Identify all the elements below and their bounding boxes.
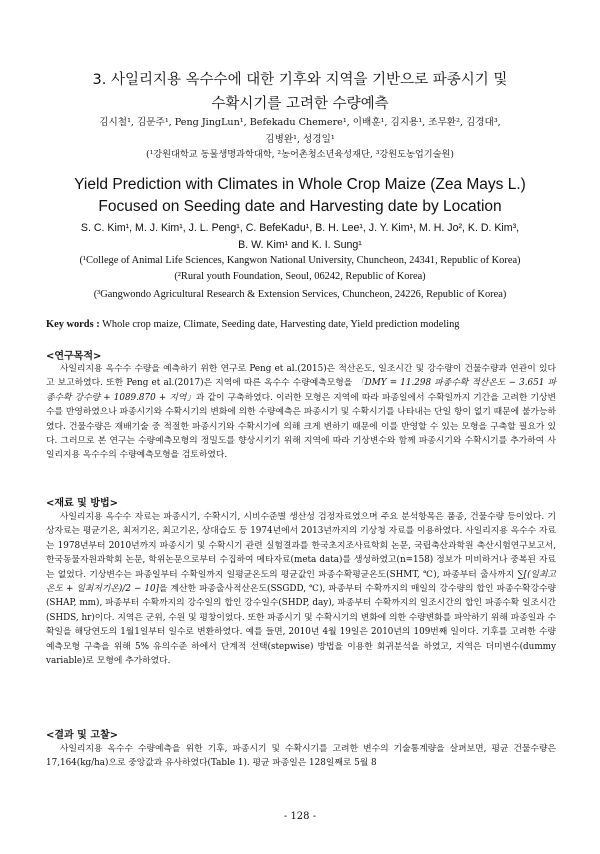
methods-paragraph [46, 510, 556, 668]
english-affiliation-3: (³Gangwondo Agricultural Research & Extension Services, Chuncheon, 24226, Republic of Korea) [93, 289, 507, 300]
methods-formula: ∑[(일최고온도 + 일최저기온)/2 − 10] [46, 569, 556, 595]
english-title-line-1: Yield Prediction with Climates in Whole Crop Maize (Zea Mays L.) [74, 176, 526, 193]
korean-title-line-2: 수확시기를 고려한 수량예측 [211, 96, 389, 112]
section-heading-results: <결과 및 고찰> [46, 730, 119, 741]
results-body [46, 742, 556, 771]
english-authors-line-2: B. W. Kim¹ and K. I. Sung¹ [238, 239, 362, 251]
methods-text-b: 을 계산한 파종출사적산온도(SSGDD, ℃), 파종부터 수확까지의 매일의 강수량의 합인 파종수확강수량(SHAP, mm), 파종부터 수확까지의 강수일의 합인 강수일수(SHDP, day), 파종부터 수확까지의 일조시간의 합인 파종수확 일조시간(SHDS, hr)이다. 지역은 군위, 수원 및 평창이었다. 또한 파종시기 및 수확시기의 변화에 의한 수량변화를 파악하기 위해 파종일과 수확일을 해당연도의 1월1일부터 일수로 변환하였다. 예를 들면, 2010년 4월 19일은 2010년의 109번째 일이다. 기후를 고려한 수량예측모형 구축을 위해 5% 유의수준 하에서 단계적 선택(stepwise) 방법을 이용한 회귀분석을 하였고, 지역은 더미변수(dummy variable)로 모형에 추가하였다. [46, 584, 557, 667]
korean-title [40, 68, 560, 116]
keywords-text: Whole crop maize, Climate, Seeding date, Harvesting date, Yield prediction modeling [99, 319, 460, 330]
english-affiliation-1: (¹College of Animal Life Sciences, Kangwon National University, Chuncheon, 24341, Republic of Korea) [79, 255, 521, 266]
korean-authors [30, 114, 570, 148]
english-title [30, 174, 570, 218]
korean-affiliation: (¹강원대학교 동물생명과학대학, ²농어촌청소년육성재단, ³강원도농업기술원) [146, 149, 454, 160]
english-authors [30, 220, 570, 254]
english-affiliation-2: (²Rural youth Foundation, Seoul, 06242, Republic of Korea) [174, 271, 426, 282]
korean-title-line-1: 3. 사일리지용 옥수수에 대한 기후와 지역을 기반으로 파종시기 및 [92, 72, 508, 88]
purpose-equation: 「DMY = 11.298 파종수확 적산온도 − 3.651 파종수확 강수량 + 1089.870 + 지역」 [46, 378, 556, 403]
korean-authors-line-2: 김병완¹, 성경일¹ [265, 134, 335, 145]
purpose-text-b: 과 같이 구축하였다. 이러한 모형은 지역에 따라 파종일에서 수확일까지 기간을 고려한 기상변수를 반영하였으나 파종시기와 수확시기의 변화에 의한 수량예측은 파종시기 및 수확시기를 나타내는 단일 항이 없기 때문에 불가능하였다. 건물수량은 재배기술 중 적절한 파종시기와 수확시기에 의해 크게 변하기 때문에 이를 반영할 수 있는 모형을 구축할 필요가 있다. 그러므로 본 연구는 수량예측모형의 정밀도를 향상시키기 위해 지역에 따라 기상변수와 함께 파종시기와 수확시기를 추가하여 사일리지용 옥수수의 수량예측모형을 검토하였다. [46, 392, 556, 461]
keywords [46, 318, 566, 332]
section-heading-methods: <재료 및 방법> [46, 498, 119, 509]
methods-text-a: 사일리지용 옥수수 자료는 파종시기, 수확시기, 시비수준별 생산성 검정자료였으며 주요 분석항목은 품종, 건물수량 등이었다. 기상자료는 평균기온, 최저기온, 최고기온, 상대습도 등 1974년에서 2013년까지의 기상청 자료를 이용하였다. 사일리지용 옥수수 자료는 1978년부터 2010년까지 파종시기 및 수확시기 관련 실험결과를 한국초지조사료학회 논문, 국립축산과학원 축산시험연구보고서, 한국동물자원과학회 논문, 학위논문으로부터 수집하여 메타자료(meta data)를 생성하였고(n=158) 정보가 미비하거나 중복된 자료는 없었다. 기상변수는 파종일부터 수확일까지 일평균온도의 평균값인 파종수확평균온도(SHMT, ℃), 파종부터 출사까지 [46, 512, 556, 580]
english-title-line-2: Focused on Seeding date and Harvesting date by Location [98, 198, 502, 215]
purpose-paragraph [46, 362, 556, 463]
section-heading-purpose: <연구목적> [46, 351, 102, 362]
korean-authors-line-1: 김시철¹, 김문주¹, Peng JingLun¹, Befekadu Chemere¹, 이배훈¹, 김지용¹, 조무환², 김경대³, [99, 117, 501, 128]
page-number: - 128 - [283, 811, 317, 822]
purpose-body [46, 362, 556, 463]
keywords-label: Key words : [46, 319, 100, 330]
purpose-text-a: 사일리지용 옥수수 수량을 예측하기 위한 연구로 Peng et al.(2015)은 적산온도, 일조시간 및 강수량이 건물수량과 연관이 있다고 보고하였다. 또한 Peng et al.(2017)은 지역에 따른 옥수수 수량예측모형을 [46, 364, 556, 389]
results-paragraph: 사일리지용 옥수수 수량예측을 위한 기후, 파종시기 및 수확시기를 고려한 변수의 기술통계량을 살펴보면, 평균 건물수량은 17,164(kg/ha)으로 중앙값과 유사하였다(Table 1). 평균 파종일은 128일째로 5월 8 [46, 744, 556, 769]
english-authors-line-1: S. C. Kim¹, M. J. Kim¹, J. L. Peng¹, C. BefeKadu¹, B. H. Lee¹, J. Y. Kim¹, M. H. Jo², K. D. Kim³, [80, 222, 520, 234]
methods-body [46, 510, 556, 668]
